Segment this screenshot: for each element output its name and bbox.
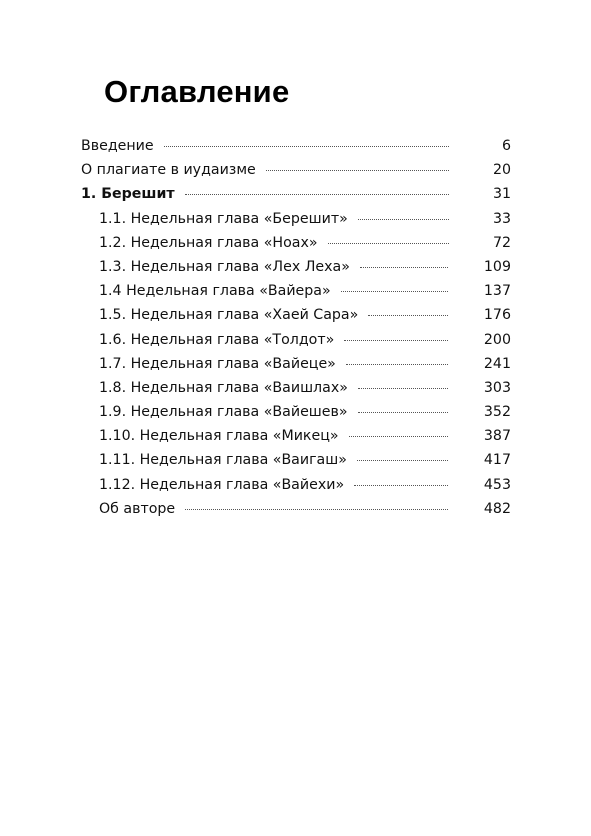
toc-entry-label: Введение <box>81 138 154 154</box>
toc-entry-chapter-1-8[interactable] <box>81 376 511 400</box>
toc-entry-chapter-1-12[interactable] <box>81 473 511 497</box>
toc-entry-label: 1.7. Недельная глава «Вайеце» <box>99 355 336 372</box>
dot-leader <box>346 364 448 365</box>
dot-leader <box>360 267 448 268</box>
toc-entry-page-number: 137 <box>483 283 511 300</box>
toc-entry-page-number: 453 <box>483 476 511 493</box>
dot-leader <box>266 170 449 171</box>
toc-entry-page-number: 387 <box>483 428 511 445</box>
dot-leader <box>344 340 448 341</box>
dot-leader <box>358 388 448 389</box>
dot-leader <box>328 243 449 244</box>
dot-leader <box>358 412 448 413</box>
dot-leader <box>349 436 448 437</box>
toc-entry-page-number: 303 <box>483 379 511 396</box>
toc-entry-label: 1.4 Недельная глава «Вайера» <box>99 283 331 300</box>
toc-entry-label: 1. Берешит <box>81 186 175 203</box>
page-title: Оглавление <box>104 74 290 109</box>
toc-entry-about-author[interactable] <box>81 497 511 521</box>
toc-entry-page-number: 33 <box>492 210 511 227</box>
toc-entry-label: Об авторе <box>99 500 176 517</box>
toc-entry-label: 1.8. Недельная глава «Ваишлах» <box>99 379 348 396</box>
toc-entry-page-number: 20 <box>492 162 511 179</box>
toc-entry-page-number: 417 <box>483 452 511 469</box>
toc-entry-chapter-1-2[interactable] <box>81 231 511 255</box>
toc-entry-label: 1.11. Недельная глава «Ваигаш» <box>99 452 347 469</box>
toc-entry-chapter-1-3[interactable] <box>81 255 511 279</box>
toc-entry-label: 1.12. Недельная глава «Вайехи» <box>99 476 345 493</box>
toc-entry-chapter-1-4[interactable] <box>81 279 511 303</box>
toc-entry-chapter-1-10[interactable] <box>81 424 511 448</box>
toc-entry-label: 1.3. Недельная глава «Лех Леха» <box>99 258 350 275</box>
toc-entry-page-number: 352 <box>483 404 511 421</box>
dot-leader <box>358 219 449 220</box>
toc-entry-label: 1.6. Недельная глава «Толдот» <box>99 331 335 348</box>
toc-entry-label: 1.10. Недельная глава «Микец» <box>99 428 339 445</box>
toc-entry-page-number: 241 <box>483 355 511 372</box>
toc-entry-page-number: 176 <box>483 307 511 324</box>
dot-leader <box>185 194 449 195</box>
dot-leader <box>357 460 448 461</box>
toc-entry-chapter-1-11[interactable] <box>81 448 511 472</box>
toc-entry-label: 1.1. Недельная глава «Берешит» <box>99 210 348 227</box>
toc-entry-page-number: 200 <box>483 331 511 348</box>
toc-entry-introduction[interactable] <box>81 134 511 158</box>
toc-entry-page-number: 482 <box>483 500 511 517</box>
dot-leader <box>354 485 448 486</box>
dot-leader <box>185 509 448 510</box>
dot-leader <box>164 146 449 147</box>
toc-entry-chapter-1-9[interactable] <box>81 400 511 424</box>
toc-entry-chapter-1-6[interactable] <box>81 328 511 352</box>
toc-entry-page-number: 72 <box>492 234 511 251</box>
toc-entry-chapter-1-7[interactable] <box>81 352 511 376</box>
toc-entry-page-number: 6 <box>501 138 511 154</box>
toc-entry-page-number: 109 <box>483 258 511 275</box>
toc-entry-plagiarism[interactable] <box>81 158 511 182</box>
toc-entry-label: О плагиате в иудаизме <box>81 162 256 179</box>
toc-entry-section-bereshit[interactable] <box>81 182 511 206</box>
dot-leader <box>341 291 448 292</box>
toc-entry-label: 1.9. Недельная глава «Вайешев» <box>99 404 348 421</box>
toc-entry-chapter-1-1[interactable] <box>81 207 511 231</box>
dot-leader <box>368 315 448 316</box>
table-of-contents <box>81 134 511 521</box>
toc-entry-label: 1.2. Недельная глава «Ноах» <box>99 234 318 251</box>
toc-entry-page-number: 31 <box>492 186 511 203</box>
toc-entry-label: 1.5. Недельная глава «Хаей Сара» <box>99 307 359 324</box>
toc-entry-chapter-1-5[interactable] <box>81 303 511 327</box>
